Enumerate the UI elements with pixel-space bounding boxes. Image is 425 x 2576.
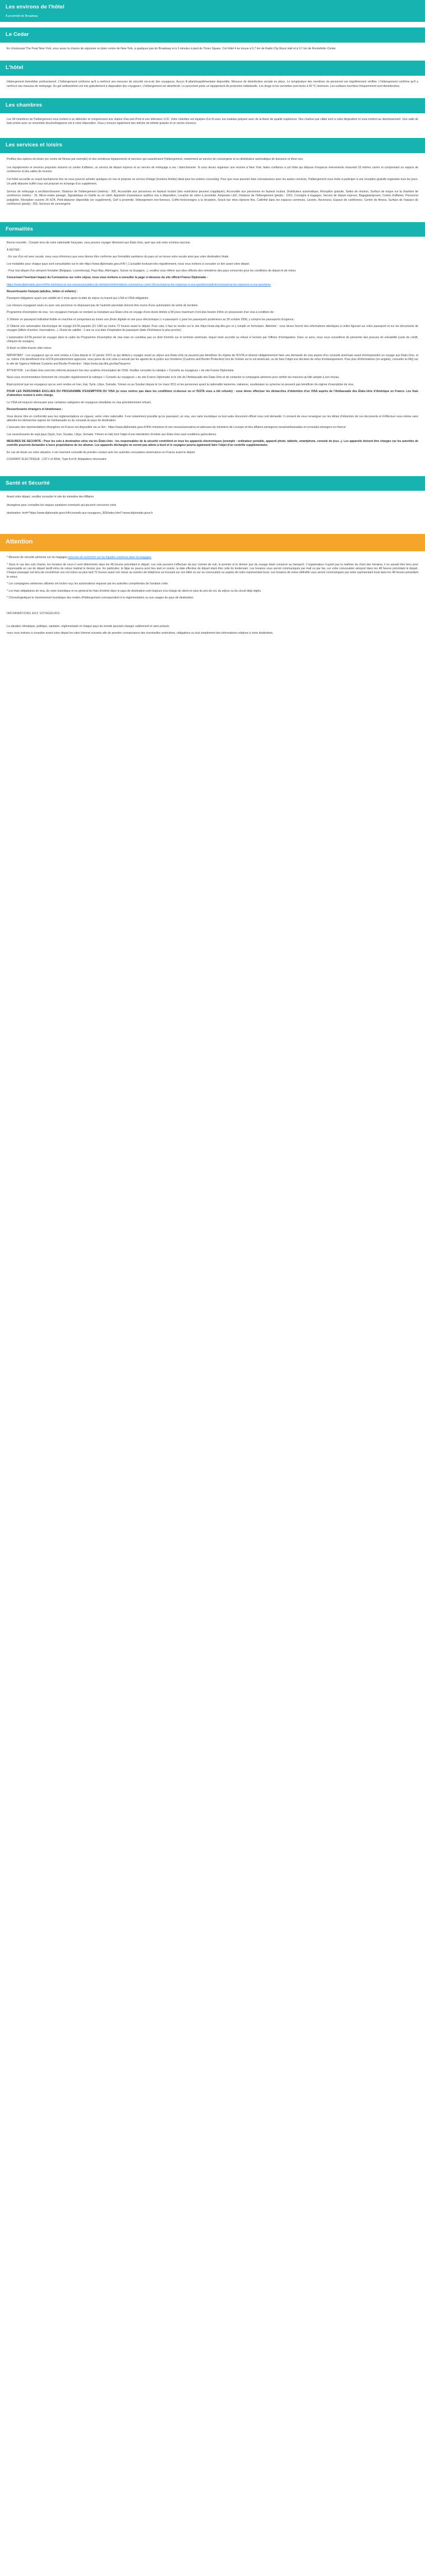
hotel-paragraph-1: Hébergement immobilier professionnel. L'hébergement conforme qu'il a renforcé ses mesures de sécurité vis-à-vis des voyageurs. Aucun lit pliant/supplémentaire disponible. Mesures de désinfection sociale en place. Le température des membres du personnel est régulièrement vérifiée. L'hébergement confirme qu'il a renforcé ses mesures de nettoyage. Du gel antibactérien est mis gratuitement à disposition des voyageurs. L'hébergement est désinfecté. Le personnel porte un équipement de protection individuelle. Les drags et les serviettes sont lavés à 60 °C minimum. Les surfaces touchées fréquemment sont désinfectées. [7,80,418,88]
info-travelers-heading: INFORMATIONS AUX VOYAGEURS: [7,612,61,616]
services-paragraph-1: Profitez des options de loisirs (un centre de fitness par exemple) et des nombreux équipements et services qui caractérisent l'hébergement, notamment un service de conciergerie et un distributeur automatique de boissons et dîner-ses. [7,158,304,162]
formalities-paragraph-16: ATTENTION : Les États-Unis sont très réformé plusieurs fois leur système d'exemption de VISA. Veuillez consulter la rubrique « Conseils au voyageurs » du site France Diplomatie. [7,368,235,372]
services-paragraph-4: Service de nettoyage à sec/blanchisserie, Distance de l'hébergement (mètres) : 305, Accessible aux personnes en fauteuil roulant (des restrictions peuvent s'appliquer), Accessible aux personnes en fauteuil roulant, Distributeur automatique, Réception gratuite, Salles de réunion, Surface de risque sur la chambre de conférence (mètre) : 33, Micro-ondes partagé, Signalétique en braille ou en relief, Appareils d'assistance auditive mis à disposition, Location de vélos à proximité, Ampoules LED, Distance de l'hébergement (pieds) : 1001, Consigne à bagages, Service de départ express, Bagagiste/groom, Centre d'affaires, Personnel polyglotte, Réception ouverte 24 h/24, Petit-déjeuner disponible (en supplément), Golf à proximité, Hébergement non-fumeurs, Coffre-fort/consigne à la réception, Snack bar et/ou épicerie fine, Café/thé dans les espaces communs, Laverie, Ascenseur, Espace de conférence, Centre de fitness, Surface de l'espace de conférence (pieds) : 355, Services de conciergerie [7,190,418,206]
section-body-health-safety [0,491,425,525]
formalities-paragraph-12: 2/ Obtenir une autorisation électronique de voyage ESTA payante (21 USD au moins 72 heures avant le départ. Pour cela, il faut se rendre sur le site https://esta.cbp.dhs.gov et y remplir un formulaire. Attention : vous devez fournir des informations identiques à celles figurant sur votre passeport et sur les documents de voyages (billets d'avions, réservations...). Durée de validité : 2 ans ou à la date d'expiration du passeport (date d'échéance la plus proche). [7,324,418,333]
cedar-paragraph-1: En choisissant The Pearl New York, vous aurez la chance de séjourner en plein centre de New York, à quelques pas de Broadway et à 3 minutes à pied de Times Square. Cet hôtel 4 se trouve à 0,7 km de Radio City Music Hall et à 0,7 km de Rockefeller Center. [7,47,336,51]
section-body-hotel [0,76,425,98]
formalities-visa-exclusion-heading: POUR LES PERSONNES EXCLUES DU PROGRAMME D'EXEMPTION DU VISA (si vous rentrez pas dans les conditions ci-dessus ou si l'ESTA vous a été refusée) : vous devez effectuer les démarches d'obtention d'un VISA auprès de l'Ambassade des États-Unis d'Amérique en France. Les frais d'obtention restent à votre charge. [7,390,418,398]
section-body-rooms [0,113,425,136]
formalities-paragraph-18: Étant précisé que les voyageurs qui se sont rendus en Iran, Irak, Syrie, Libye, Somalie, Yémen ou au Soudan depuis le 1er mars 2011 et les personnes ayant la nationalité iranienne, irakienne, soudanaise ou syrienne ne peuvent pas bénéficier du régime d'exemption de visa. [7,383,354,386]
formalities-paragraph-27: COURANT ELECTRIQUE : 120 V et 60Hz. Type A et B. Adaptateur nécessaire. [7,458,108,462]
services-paragraph-2: Les équipements et services proposés incluent un centre d'affaires, un service de départ express et un service de nettoyage à sec / blanchisserie. Si vous devez organiser une réunion à New York, faites confiance à cet hôtel qui dispose d'espaces évènements mesurant 33 mètres carrés et comprenant un espace de conférence et des salles de réunion. [7,165,418,173]
health-destination-link-line[interactable]: destination: href="https://www.diplomatie.gouv.fr/fr/conseils-aux-voyageurs_909/index.html">www.diplomatie.gouv.fr [7,511,153,515]
formalities-paragraph-3: - En cas d'un vol avec escale, nous vous informons que vous devrez être conforme aux formalités sanitaires du pays où se trouve votre escale ainsi que votre destination finale. [7,255,229,259]
section-header-attention: Attention [0,534,425,551]
baggage-liquids-restriction-link[interactable]: mesures de restriction sur les liquides contenus dans les bagages [68,556,151,560]
formalities-paragraph-13: L'autorisation ESTA permet de voyager dans le cadre du Programme d'exemption de visa mais ne constitue pas un droit d'entrée sur le territoire américain, lequel reste accordé ou refusé à l'arrivée par l'officier d'immigration. Dans ce sens, nous vous conseillons de présenter des preuves de solvabilité (carte de crédit, chèques de voyages). [7,335,418,343]
formalities-paragraph-26: En cas de doute sur votre situation, il est vivement conseillé de prendre contact avec les autorités consulaires américaines en France avant le départ. [7,450,196,454]
travel-document-page [0,0,425,672]
section-header-formalities: Formalités [0,222,425,237]
section-header-health-safety: Santé et Sécurité [0,476,425,491]
section-body-cedar [0,43,425,61]
france-diplomatie-coronavirus-link[interactable]: https://www.diplomatie.gouv.fr/fr/le-ministere-et-son-reseau/actualites-du-ministere/informations-coronavirus-covid-19/coronavirus-les-reponses-a-vos-questions/article/coronavirus-les-reponses-a-vos-questions [7,283,271,287]
formalities-french-nationals-heading: Ressortissants français (adultes, bébés et enfants) : [7,290,78,293]
formalities-paragraph-17: Nous vous recommandons fortement de consulter régulièrement la rubrique « Conseils au voyageurs » du site France Diplomatie et le site de l'Ambassade des États-Unis et de contacter la compagnie aérienne pour vérifier les mesures qu'elle adopte à son niveau. [7,376,340,380]
formalities-foreign-nationals-heading: Ressortissants étrangers et binationaux : [7,408,63,412]
formalities-paragraph-22: Vous devrez être en conformité avec les réglementations en vigueur, selon votre nationalité. Il est notamment possible qu'un passeport, un visa, une carte touristique ou tout autre document officiel vous soit demandé. Il convient de vous renseigner sur les délais d'obtention de ces documents et d'effectuer vous-même sans attendre les démarches auprès de l'ambassade ou du consulat du pays de destination. [7,414,418,422]
section-body-attention [0,551,425,664]
formalities-paragraph-15: IMPORTANT : Les voyageurs qui se sont rendus à Cuba depuis le 12 janvier 2021 ou qui détient y voyager avant un séjour aux États-Unis ne peuvent pas bénéficier du régime de l'ESTA et doivent obligatoirement faire une demande de visa auprès d'un consulat américain avant d'entreprendre un voyage aux États-Unis, et ce, même s'ils bénéficient d'un ESTA précédemment approuvé, sous peine de voir celui-ci annulé par les agents de la police aux frontières (Customs and Border Protection) lors de l'entrée sur le sol américain, ou de faire l'objet une décision de refus d'embarquement. Pour plus d'informations (en anglais), consulter la FAQ sur le site de l'agence fédérale Customs and Border Protection : https://esta.cbp.dhs.gov/faq?lang=en. [7,353,418,366]
formalities-paragraph-23: L'annuaire des représentations étrangères en France est disponible via ce lien : https://www.diplomatie.gouv.fr/fr/le-ministere-et-son-reseau/annuaires-et-adresses-du-ministere-de-l-europe-et-des-affaires-etrangeres-meae/ambassades-et-consulats-etrangers-en-france/ [7,426,346,430]
info-travelers-paragraph-2: nous vous invitons à consulter avant votre départ les sites Internet suivants afin de prendre connaissance des éventuelles restrictions, obligations ou tout simplement des informations relatives à votre destination. [7,632,274,635]
attention-paragraph-1 [7,556,418,560]
section-header-surroundings: Les environs de l'hôtel [0,0,425,15]
attention-paragraph-4: * Les frais obligatoires de visa, de carte touristique et en général les frais d'entrée dans le pays de destination sont toujours à la charge du client en plus du prix du vol, du séjour ou du circuit déjà réglés. [7,589,262,593]
formalities-security-measures-heading: MESURES DE SECURITE : Pour les vols à destination et/ou via les États-Unis : les responsables de la sécurité contrôlent en tous les appareils électroniques (exemple : ordinateur portable, appareil photo, tablette, smartphone, console de jeux...). Les appareils doivent être chargés car les autorités de contrôle pourront demander à leurs propriétaires de les allumer. Les appareils déchargés ne seront pas admis à bord et le voyageur pourra également faire l'objet d'un contrôle supplémentaire. [7,440,418,448]
attention-paragraph-5: * Chronologistiquet le cheminement touristique des modes d'hébergement correspondent à la réglementation ou aux usages du pays de destination. [7,596,194,600]
health-paragraph-2: étrangères pour connaître les risques sanitaires éventuels qui peuvent concerner votre [7,503,117,507]
formalities-coronavirus-heading: Concernant l'éventuel impact du Coronavirus sur votre séjour, nous vous invitons à consulter la page ci-dessous du site officiel France Diplomatie : [7,276,208,280]
rooms-paragraph-1: Les 94 chambres de l'hébergement vous invitent à se détendre et comprennent une station d'accueil iPod et une télévision LCD. Votre chambre est équipée d'un lit avec sur-matelas préparé avec de la literie de qualité supérieure. Des chaînes par câble sont à votre disposition et vous invitent au divertissement. Une salle de bain privée avec un ensemble douche/baignoire est à votre disposition. Vous y trouvez également des articles de toilette gratuits et un sèche-cheveux. [7,117,418,126]
section-header-rooms: Les chambres [0,98,425,113]
section-header-hotel: L'hôtel [0,61,425,76]
formalities-paragraph-11: 1/ Détenir un passeport individuel lisible en machine et comportant au moins une photo digitale et une puce électronique (« e-passeport ») pour les passeports postérieurs au 26 octobre 2006, y compris les passeports d'urgence; [7,317,294,321]
formalities-paragraph-24: Les ressortissants de sept pays (Syrie, Iran, Soudan, Libye, Somalie, Yémen et Irak) font l'objet d'une interdiction d'entrée aux États-Unis sauf conditions particulières. [7,432,217,436]
formalities-paragraph-5: - Pour tout départ d'un aéroport frontalier (Belgique, Luxembourg), Pays-Bas, Allemagne, Suisse ou Espagne...), veuillez vous référer aux sites officiels des ministères des pays concernés pour les conditions de départ et de retour. [7,269,297,273]
formalities-note-label: À NOTER : [7,248,21,252]
section-subheader-surroundings: À proximité de Broadway [0,15,425,22]
attention-paragraph-3: * Les compagnies aériennes utilisées ont toutes reçu les autorisations requises par les autorités compétentes de l'aviation civile. [7,582,169,586]
formalities-paragraph-10: Programme d'exemption de visa : les voyageurs français se rendant ou transitant aux États-Unis en voyage d'une durée limitée à 90 jours maximum n'ont plus besoin d'être en possession d'un visa à condition de : [7,311,275,315]
info-travelers-paragraph-1: La situation climatique, politique, sanitaire, réglementaire et chaque pays du monde pouvant changer subitement et sans préavis [7,624,169,628]
section-body-formalities [0,237,425,470]
formalities-paragraph-9: Les mineurs voyageant seuls ou avec une personne ne disposant pas de l'autorité parentale doivent être munis d'une autorisation de sortie de territoire. [7,303,199,307]
attention-baggage-prefix: * Mesures de sécurité aérienne sur les bagages [7,556,68,560]
formalities-paragraph-4: Les modalités pour chaque pays sont consultables sur le site https://www.diplomatie.gouv.fr/fr/ ( L'actualité évoluant très régulièrement, nous vous invitons à consulter ce lien avant votre départ. [7,262,250,266]
formalities-paragraph-20: Le VISA est toujours nécessaire pour certaines catégories de voyageurs (étudiants ou visa précédemment refusé). [7,400,152,404]
formalities-paragraph-8: Passeport obligatoire ayant une validité de 6 mois après la date du séjour ou transit aux USA et VISA obligatoire. [7,297,149,301]
attention-paragraph-2: * Dans le cas des vols charter, les horaires de ceux-ci sont déterminés dans les 48 heures précédant le départ. Les vols peuvent s'effectuer de jour comme de nuit, le premier et le dernier jour du voyage étant consacré au transport. L'organisateur n'ayant pas la maîtrise du choix des horaires, il ne saurait être tenu pour responsable en cas de départ tardif et/ou de retour matinal le dernier jour. En particulier, le litige ne pourra avoir lieu tard en soirée, la date effective de départ étant être celle du lendemain. Les horaires vous seront communiqués par mail ou par fax, sur votre convocation aéroport dans les 48 heures précédant le départ. Chaque passager est tenu de reconfirmer son vol retour au plus tard 72 heures avant son retour au numéro de téléphone se trouvant sur son billet ou sur sa convocation ou auprès de notre représentant local. Les horaires de retour définitifs vous seront communiqués par notre représentant local dans les 48 heures précédant le retour. [7,563,418,579]
section-header-cedar: Le Cedar [0,27,425,43]
health-paragraph-1: Avant votre départ, veuillez consulter le site du ministère des Affaires [7,495,94,499]
section-header-services: Les services et loisirs [0,138,425,153]
section-body-services [0,153,425,216]
formalities-paragraph-1: Bonne nouvelle : Compte tenu de votre nationalité française, vous pouvez voyager librement aux États-Unis, quel que soit votre schéma vaccinal. [7,241,191,245]
formalities-paragraph-14: 3/ Avoir un billet d'avion aller-retour. [7,347,52,351]
services-paragraph-3: Cet hôtel accueille un snack bar/épicerie fine où vous pourrez acheter quelques en-cas et propose un service d'étage (horaires limités) idéal pour les soirées cocooning. Pour que vous puissiez faire connaissance avec les autres convives, l'hébergement vous invite à participer à une réception gratuite organisée tous les jours. Un petit déjeuner buffet vous est proposé en échange d'un supplément. [7,178,418,186]
